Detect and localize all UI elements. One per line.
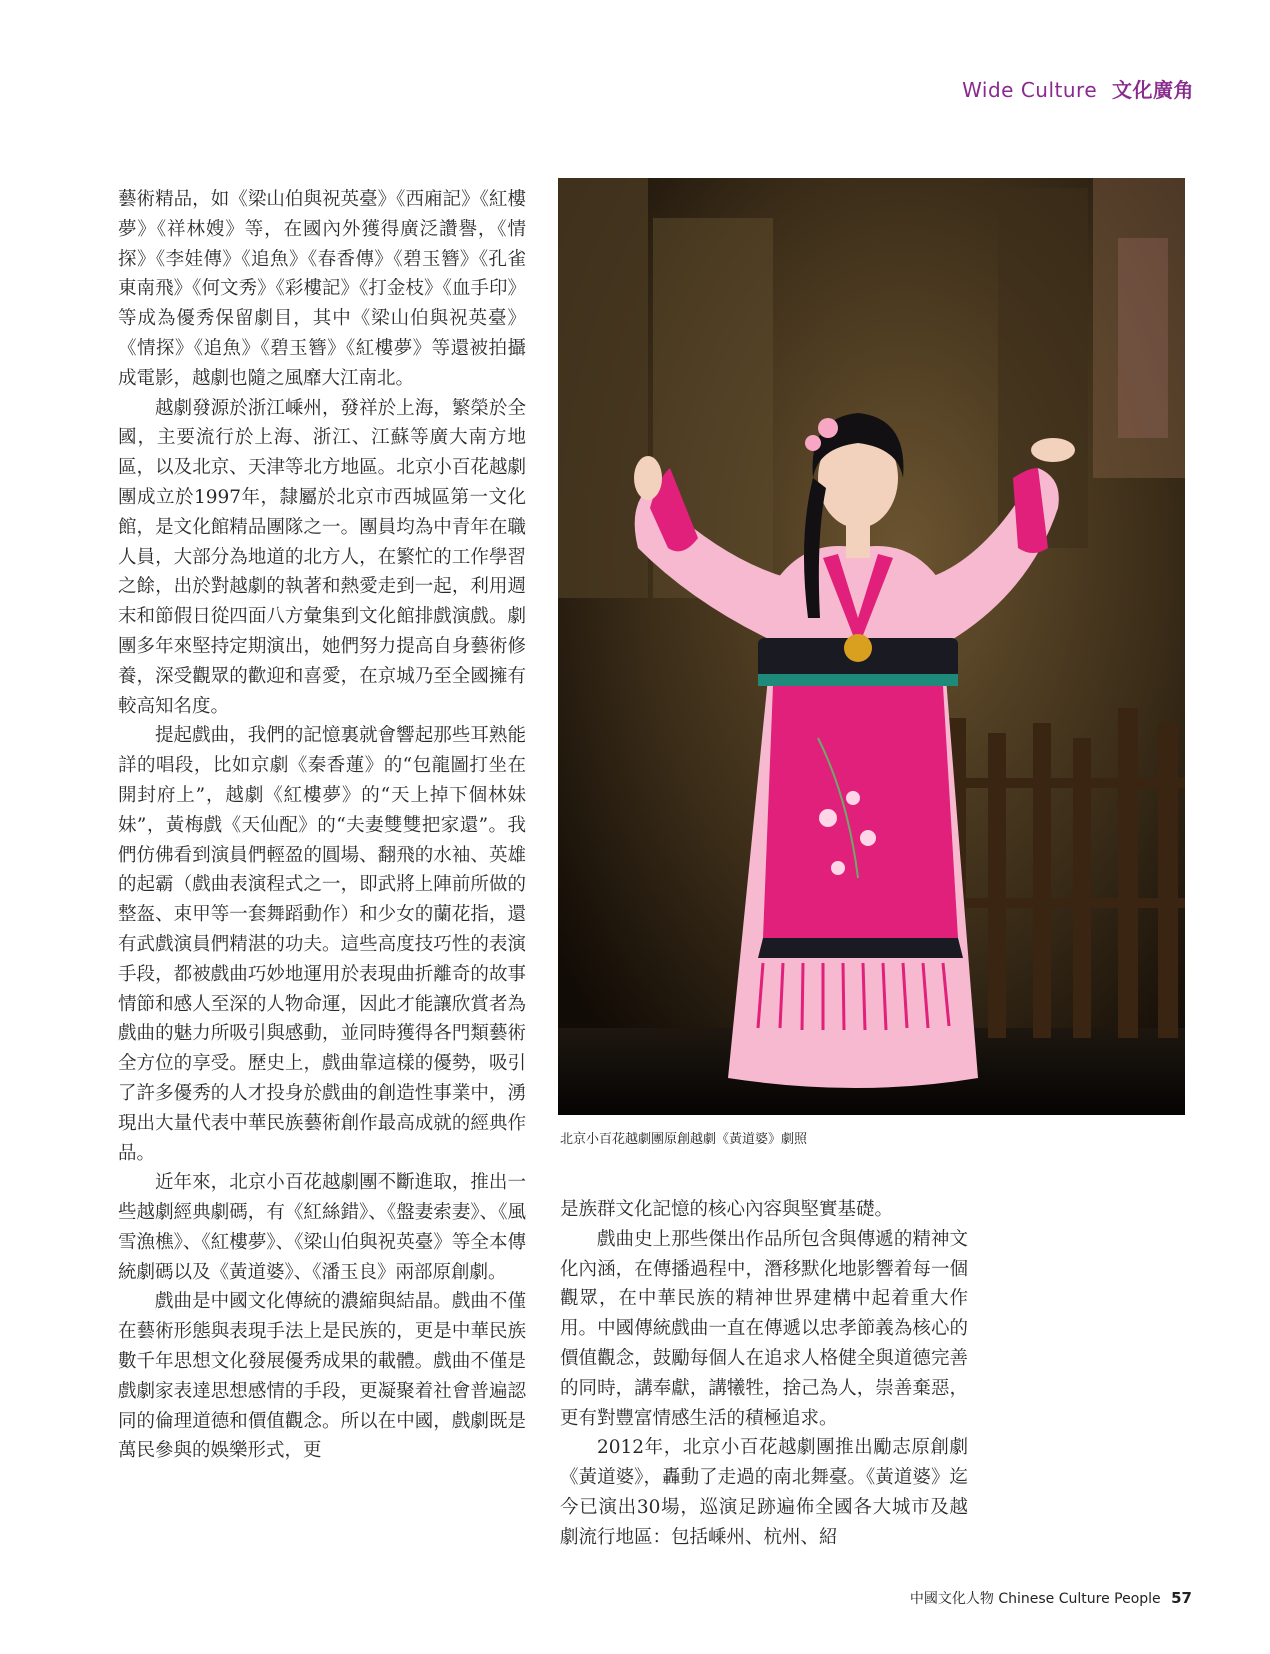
paragraph: 戲曲是中國文化傳統的濃縮與結晶。戲曲不僅在藝術形態與表現手法上是民族的，更是中華民族數千年思想文化發展優秀成果的載體。戲曲不僅是戲劇家表達思想感情的手段，更凝聚着社會普遍認同的倫理道德和價值觀念。所以在中國，戲劇既是萬民參與的娛樂形式，更 [118, 1291, 526, 1462]
paragraph: 藝術精品，如《梁山伯與祝英臺》《西廂記》《紅樓夢》《祥林嫂》等，在國內外獲得廣泛讚譽，《情探》《李娃傳》《追魚》《春香傳》《碧玉簪》《孔雀東南飛》《何文秀》《彩樓記》《打金枝》《血手印》等成為優秀保留劇目，其中《梁山伯與祝英臺》《情探》《追魚》《碧玉簪》《紅樓夢》等還被拍攝成電影，越劇也隨之風靡大江南北。 [118, 189, 526, 389]
paragraph: 近年來，北京小百花越劇團不斷進取，推出一些越劇經典劇碼，有《紅絲錯》、《盤妻索妻》、《風雪漁樵》、《紅樓夢》、《梁山伯與祝英臺》等全本傳統劇碼以及《黃道婆》、《潘玉良》兩部原創劇。 [118, 1172, 526, 1283]
page-number: 57 [1171, 1589, 1192, 1607]
paragraph: 2012年，北京小百花越劇團推出勵志原創劇《黃道婆》，轟動了走過的南北舞臺。《黃道婆》迄今已演出30場，巡演足跡遍佈全國各大城市及越劇流行地區：包括嵊州、杭州、紹 [560, 1437, 968, 1548]
opera-performer-illustration [558, 178, 1185, 1115]
photo-caption: 北京小百花越劇團原創越劇《黃道婆》劇照 [560, 1132, 808, 1147]
right-text-column [560, 1195, 968, 1553]
section-header [962, 74, 1194, 103]
paragraph: 越劇發源於浙江嵊州，發祥於上海，繁榮於全國，主要流行於上海、浙江、江蘇等廣大南方地區，以及北京、天津等北方地區。北京小百花越劇團成立於1997年，隸屬於北京市西城區第一文化館，是文化館精品團隊之一。團員均為中青年在職人員，大部分為地道的北方人，在繁忙的工作學習之餘，出於對越劇的執著和熱愛走到一起，利用週末和節假日從四面八方彙集到文化館排戲演戲。劇團多年來堅持定期演出，她們努力提高自身藝術修養，深受觀眾的歡迎和喜愛，在京城乃至全國擁有較高知名度。 [118, 397, 526, 717]
page-footer [910, 1588, 1192, 1608]
paragraph: 戲曲史上那些傑出作品所包含與傳遞的精神文化內涵，在傳播過程中，潛移默化地影響着每一個觀眾，在中華民族的精神世界建構中起着重大作用。中國傳統戲曲一直在傳遞以忠孝節義為核心的價值觀念，鼓勵每個人在追求人格健全與道德完善的同時，講奉獻，講犧牲，捨己為人，崇善棄惡，更有對豐富情感生活的積極追求。 [560, 1228, 968, 1429]
paragraph: 提起戲曲，我們的記憶裏就會響起那些耳熟能詳的唱段，比如京劇《秦香蓮》的“包龍圖打坐在開封府上”，越劇《紅樓夢》的“天上掉下個林妹妹”，黃梅戲《天仙配》的“夫妻雙雙把家還”。我們仿佛看到演員們輕盈的圓場、翻飛的水袖、英雄的起霸（戲曲表演程式之一，即武將上陣前所做的整盔、束甲等一套舞蹈動作）和少女的蘭花指，還有武戲演員們精湛的功夫。這些高度技巧性的表演手段，都被戲曲巧妙地運用於表現曲折離奇的故事情節和感人至深的人物命運，因此才能讓欣賞者為戲曲的魅力所吸引與感動，並同時獲得各門類藝術全方位的享受。歷史上，戲曲靠這樣的優勢，吸引了許多優秀的人才投身於戲曲的創造性事業中，湧現出大量代表中華民族藝術創作最高成就的經典作品。 [118, 725, 526, 1164]
paragraph: 是族群文化記憶的核心內容與堅實基礎。 [560, 1199, 894, 1220]
publication-name: 中國文化人物 Chinese Culture People [909, 1591, 1161, 1607]
section-title-zh: 文化廣角 [1112, 78, 1194, 102]
left-text-column [118, 185, 526, 1466]
stage-photo [558, 178, 1185, 1115]
section-title-en: Wide Culture [962, 78, 1098, 102]
